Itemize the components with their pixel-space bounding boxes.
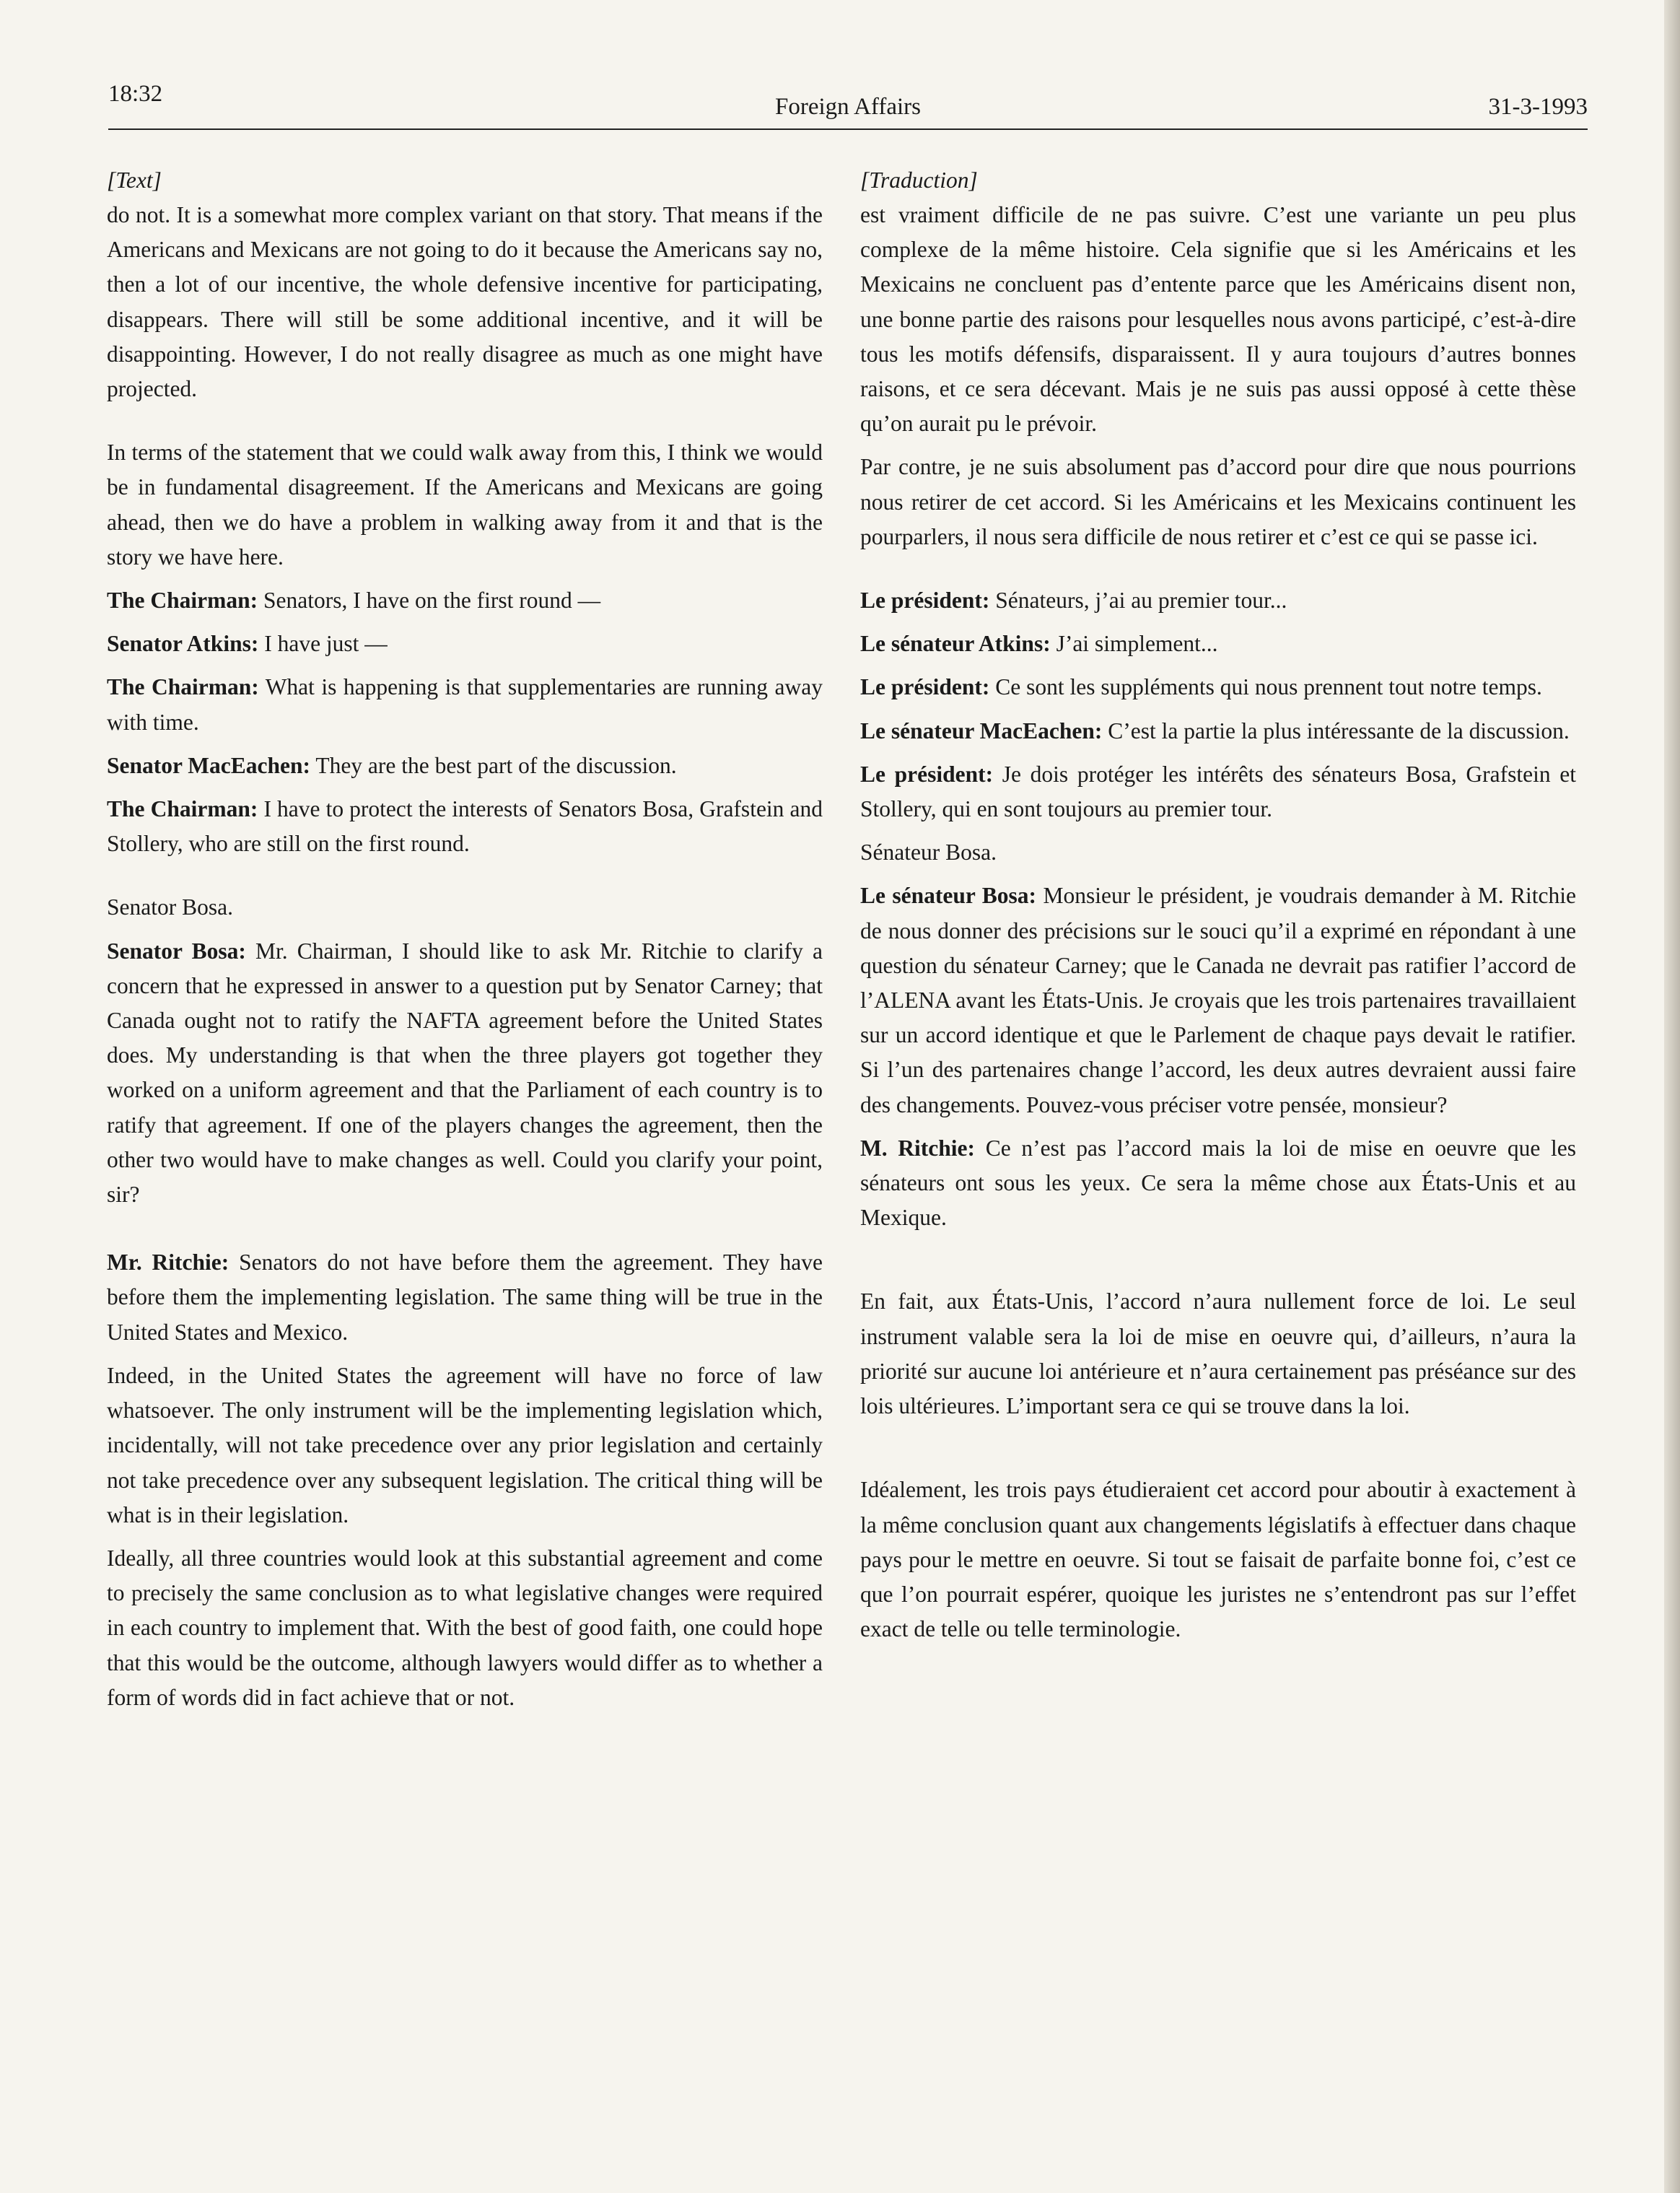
dialogue-line <box>860 714 1576 749</box>
speech-text: They are the best part of the discussion. <box>310 752 677 778</box>
page-header <box>108 81 1588 131</box>
speaker-name: Le sénateur Bosa: <box>860 883 1037 909</box>
dialogue-line <box>107 583 823 618</box>
speech-text: Ce n’est pas l’accord mais la loi de mise en oeuvre que les sénateurs ont sous les yeux. Ce sera la même chose aux États-Unis et au Mexique. <box>860 1135 1576 1231</box>
dialogue-line <box>107 749 823 783</box>
speaker-name: Le sénateur MacEachen: <box>860 718 1103 744</box>
english-column <box>107 163 823 1715</box>
speech-text: What is happening is that supplementaries are running away with time. <box>107 674 823 735</box>
dialogue-line <box>107 792 823 861</box>
speaker-name: The Chairman: <box>107 588 258 614</box>
header-time: 18:32 <box>108 81 163 107</box>
paragraph: Par contre, je ne suis absolument pas d’accord pour dire que nous pourrions nous retirer de cet accord. Si les Américains et les Mexicains continuent les pourparlers, il nous sera difficile de nous retirer et c’est ce qui se passe ici. <box>860 454 1576 549</box>
paragraph: Indeed, in the United States the agreement will have no force of law whatsoever. The only instrument will be the implementing legislation which, incidentally, will not take precedence over any prior legislation and certainly not take precedence over any subsequent legislation. The critical thing will be what is in their legislation. <box>107 1362 823 1527</box>
speaker-name: The Chairman: <box>107 796 258 822</box>
dialogue-line <box>860 878 1576 1122</box>
speaker-name: M. Ritchie: <box>860 1135 976 1161</box>
speaker-name: Le président: <box>860 588 990 614</box>
french-column <box>860 163 1576 1647</box>
language-tag: [Traduction] <box>860 167 978 193</box>
paragraph: Ideally, all three countries would look at this substantial agreement and come to precisely the same conclusion as to what legislative changes were required in each country to implement that. With the best of good faith, one could hope that this would be the outcome, although lawyers would differ as to whether a form of words did in fact achieve that or not. <box>107 1545 823 1710</box>
speech-text: I have to protect the interests of Senators Bosa, Grafstein and Stollery, who are still on the first round. <box>107 796 823 857</box>
dialogue-line: Senator Bosa. <box>107 894 233 920</box>
speech-text: Senators, I have on the first round — <box>258 588 601 614</box>
paragraph: do not. It is a somewhat more complex variant on that story. That means if the Americans and Mexicans are not going to do it because the Americans say no, then a lot of our incentive, the whole defensive incentive for participating, disappears. There will still be some additional incentive, and it will be disappointing. However, I do not really disagree as much as one might have projected. <box>107 202 823 402</box>
dialogue-line <box>107 670 823 739</box>
speech-text: Monsieur le président, je voudrais demander à M. Ritchie de nous donner des précisions sur le souci qu’il a exprimé en répondant à une question du sénateur Carney; que le Canada ne devrait pas ratifier l’accord de l’ALENA avant les États-Unis. Je croyais que les trois partenaires travaillaient sur un accord identique et que le Parlement de chaque pays devait le ratifier. Si l’un des partenaires change l’accord, les deux autres devraient aussi faire des changements. Pouvez-vous préciser votre pensée, monsieur? <box>860 883 1576 1117</box>
dialogue-line: Sénateur Bosa. <box>860 840 997 866</box>
speaker-name: The Chairman: <box>107 674 259 700</box>
speaker-name: Le président: <box>860 674 990 700</box>
header-rule <box>108 128 1588 130</box>
speaker-name: Le sénateur Atkins: <box>860 631 1051 657</box>
paragraph: En fait, aux États-Unis, l’accord n’aura nullement force de loi. Le seul instrument valable sera la loi de mise en oeuvre qui, d’ailleurs, n’aura la priorité sur aucune loi antérieure et n’aura certainement pas préséance sur des lois ultérieures. L’important sera ce qui se trouve dans la loi. <box>860 1289 1576 1419</box>
speech-text: C’est la partie la plus intéressante de la discussion. <box>1102 718 1570 744</box>
dialogue-line <box>107 627 823 661</box>
speech-text: Sénateurs, j’ai au premier tour... <box>989 588 1287 614</box>
speech-text: Mr. Chairman, I should like to ask Mr. Ritchie to clarify a concern that he expressed in answer to a question put by Senator Carney; that Canada ought not to ratify the NAFTA agreement before the United States does. My understanding is that when the three players got together they worked on a uniform agreement and that the Parliament of each country is to ratify that agreement. If one of the players changes the agreement, then the other two would have to make changes as well. Could you clarify your point, sir? <box>107 938 823 1208</box>
dialogue-line <box>860 1131 1576 1236</box>
dialogue-line <box>107 1245 823 1350</box>
speaker-name: Mr. Ritchie: <box>107 1250 229 1276</box>
paragraph: est vraiment difficile de ne pas suivre. C’est une variante un peu plus complexe de la même histoire. Cela signifie que si les Américains et les Mexicains ne concluent pas d’entente parce que les Américains disent non, une bonne partie des raisons pour lesquelles nous avons participé, c’est-à-dire tous les motifs défensifs, disparaissent. Il y aura toujours d’autres bonnes raisons, et ce sera décevant. Mais je ne suis pas aussi opposé à cette thèse qu’on aurait pu le prévoir. <box>860 202 1576 437</box>
dialogue-line <box>107 934 823 1213</box>
speaker-name: Le président: <box>860 761 994 787</box>
speech-text: Je dois protéger les intérêts des sénateurs Bosa, Grafstein et Stollery, qui en sont toujours au premier tour. <box>860 761 1577 822</box>
dialogue-line <box>860 583 1576 618</box>
paragraph: In terms of the statement that we could walk away from this, I think we would be in fundamental disagreement. If the Americans and Mexicans are going ahead, then we do have a problem in walking away from it and that is the story we have here. <box>107 440 823 570</box>
header-title: Foreign Affairs <box>775 94 921 120</box>
speech-text: Senators do not have before them the agreement. They have before them the implementing legislation. The same thing will be true in the United States and Mexico. <box>107 1250 823 1345</box>
speech-text: J’ai simplement... <box>1050 631 1218 657</box>
language-tag: [Text] <box>107 167 162 193</box>
speech-text: I have just — <box>258 631 388 657</box>
speech-text: Ce sont les suppléments qui nous prennent tout notre temps. <box>989 674 1542 700</box>
speaker-name: Senator Atkins: <box>107 631 259 657</box>
header-date: 31-3-1993 <box>1488 94 1588 120</box>
dialogue-line <box>860 670 1576 705</box>
paragraph: Idéalement, les trois pays étudieraient cet accord pour aboutir à exactement à la même conclusion quant aux changements législatifs à effectuer dans chaque pays pour le mettre en oeuvre. Si tout se faisait de parfaite bonne foi, c’est ce que l’on pourrait espérer, quoique les juristes ne s’entendront pas sur l’effet exact de telle ou telle terminologie. <box>860 1477 1576 1642</box>
speaker-name: Senator Bosa: <box>107 938 246 964</box>
speaker-name: Senator MacEachen: <box>107 752 311 778</box>
dialogue-line <box>860 627 1576 661</box>
dialogue-line <box>860 757 1576 827</box>
page-edge-shadow <box>1664 0 1680 2193</box>
